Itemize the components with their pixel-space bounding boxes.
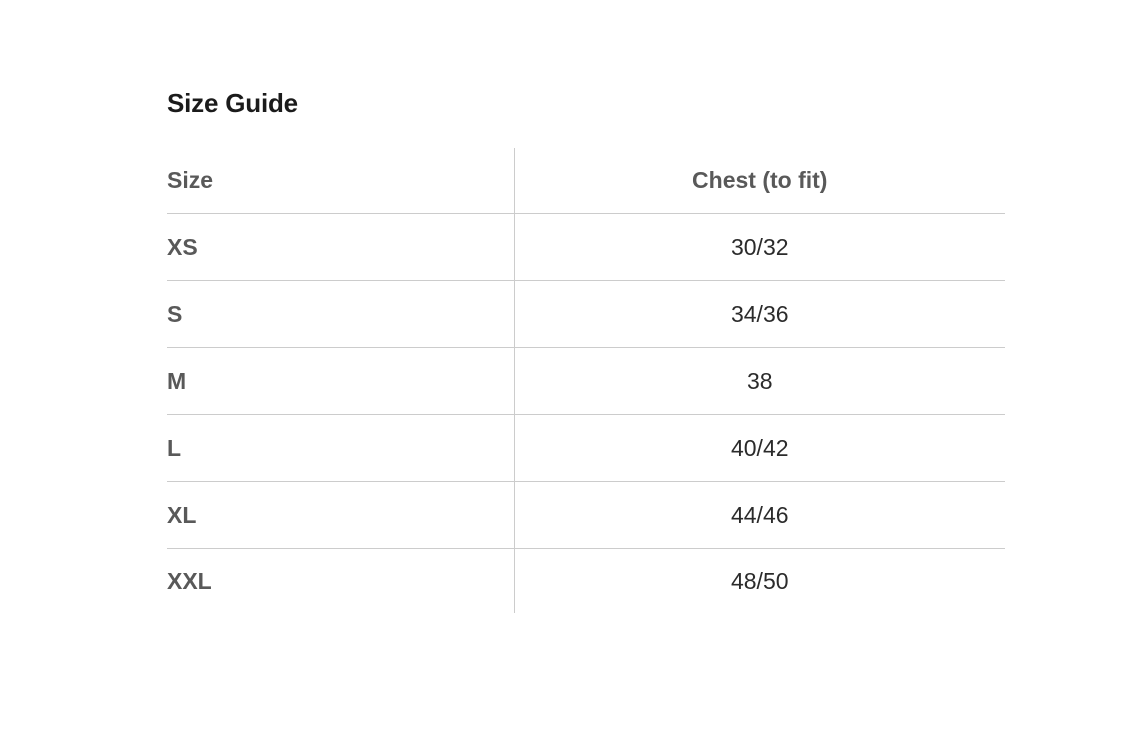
table-row — [167, 348, 1005, 415]
size-guide-table — [167, 148, 1005, 613]
size-cell: XL — [167, 482, 514, 549]
column-header-chest: Chest (to fit) — [514, 148, 1005, 214]
size-cell: XS — [167, 214, 514, 281]
table-row — [167, 549, 1005, 614]
size-cell: L — [167, 415, 514, 482]
chest-cell: 30/32 — [514, 214, 1005, 281]
size-guide-title: Size Guide — [167, 88, 298, 118]
table-row — [167, 214, 1005, 281]
chest-cell: 34/36 — [514, 281, 1005, 348]
table-row — [167, 281, 1005, 348]
size-cell: S — [167, 281, 514, 348]
table-row — [167, 482, 1005, 549]
column-header-size: Size — [167, 148, 514, 214]
table-header-row — [167, 148, 1005, 214]
size-cell: M — [167, 348, 514, 415]
table-row — [167, 415, 1005, 482]
chest-cell: 48/50 — [730, 567, 789, 594]
chest-cell: 44/46 — [514, 482, 1005, 549]
chest-cell: 40/42 — [514, 415, 1005, 482]
chest-cell: 38 — [514, 348, 1005, 415]
size-cell: XXL — [167, 549, 514, 614]
